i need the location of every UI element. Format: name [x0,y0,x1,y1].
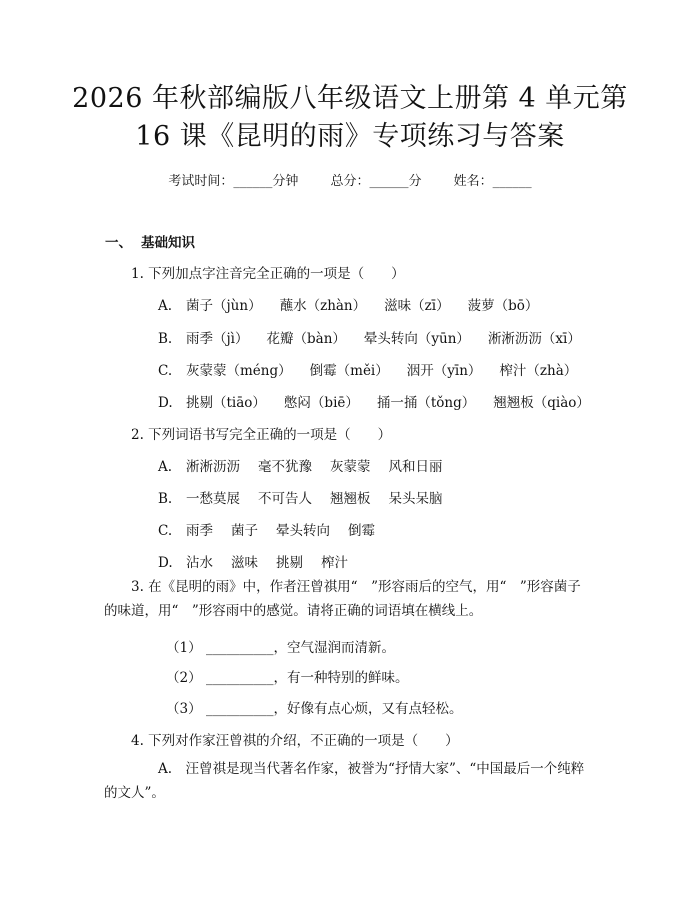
option-item: 菠萝（bō） [467,298,539,314]
option-item: 晕头转向 [276,523,330,539]
section-heading [105,231,195,251]
option-item: 挑剔（tiāo） [186,395,266,411]
blank-label: （3） [166,701,202,717]
exam-time: 考试时间：______分钟 [168,174,299,189]
blank-text: __________，有一种特别的鲜味。 [206,670,409,686]
option-item: 榨汁（zhà） [499,363,578,379]
option-item: 一愁莫展 [186,491,240,507]
option-item: 菌子 [231,523,258,539]
q4-option-a: A. 汪曾祺是现当代著名作家，被誉为“抒情大家”、“中国最后一个纯粹的文人”。 [104,761,585,801]
blank-label: （1） [166,640,202,656]
q3-blank-2 [166,666,409,686]
option-item: 捅一捅（tǒng） [376,395,476,411]
q3-blank-1 [166,636,395,656]
option-item: 晕头转向（yūn） [363,331,470,347]
option-item: 洇开（yīn） [406,363,482,379]
section-number: 一、 [105,235,132,251]
option-item: 灰蒙蒙 [330,459,371,475]
option-item: 憋闷（biē） [283,395,359,411]
question-1-stem: 1. 下列加点字注音完全正确的一项是（ ） [131,266,405,282]
exam-score: 总分：______分 [330,174,422,189]
q2-option-c [158,519,393,539]
option-item: 滋味（zī） [384,298,450,314]
q1-option-b [158,327,599,347]
option-label: A. [158,298,173,314]
document-title-line-2: 16 课《昆明的雨》专项练习与答案 [135,121,565,152]
option-item: 翘翘板（qiào） [493,395,590,411]
option-item: 毫不犹豫 [258,459,312,475]
option-label: C. [158,363,173,379]
question-4-stem: 4. 下列对作家汪曾祺的介绍，不正确的一项是（ ） [131,733,459,749]
option-item: 蘸水（zhàn） [279,298,367,314]
option-item: 翘翘板 [330,491,371,507]
option-item: 倒霉 [348,523,375,539]
option-label: B. [158,331,173,347]
q2-option-a [158,455,461,475]
q2-option-b [158,487,461,507]
blank-text: __________，空气湿润而清新。 [206,640,395,656]
question-2-stem: 2. 下列词语书写完全正确的一项是（ ） [131,427,392,443]
option-label: A. [158,459,173,475]
option-item: 花瓣（bàn） [266,331,346,347]
blank-label: （2） [166,670,202,686]
blank-text: __________，好像有点心烦，又有点轻松。 [206,701,463,717]
document-title-line-1: 2026 年秋部编版八年级语文上册第 4 单元第 [72,83,628,114]
option-label: B. [158,491,173,507]
option-item: 风和日丽 [388,459,443,475]
option-label: D. [158,555,173,571]
option-label: C. [158,523,173,539]
q1-option-d [158,391,608,411]
q1-option-c [158,359,595,379]
option-item: 灰蒙蒙（méng） [186,363,292,379]
question-3-stem: 3. 在《昆明的雨》中，作者汪曾祺用“ ”形容雨后的空气，用“ ”形容菌子的味道，用“ ”形容雨中的感觉。请将正确的词语填在横线上。 [104,579,581,619]
option-item: 不可告人 [258,491,312,507]
option-item: 沾水 [186,555,213,571]
option-item: 雨季 [186,523,213,539]
option-item: 挑剔 [276,555,303,571]
option-item: 滋味 [231,555,258,571]
option-item: 淅淅沥沥（xī） [487,331,581,347]
option-item: 榨汁 [321,555,348,571]
section-title: 基础知识 [141,235,195,251]
q1-option-a [158,294,556,314]
exam-info [0,170,700,189]
exam-name: 姓名：______ [453,174,532,189]
option-item: 倒霉（měi） [309,363,389,379]
option-item: 淅淅沥沥 [186,459,240,475]
option-item: 呆头呆脑 [388,491,443,507]
option-item: 菌子（jùn） [186,298,262,314]
option-item: 雨季（jì） [186,331,249,347]
q2-option-d [158,551,366,571]
option-label: D. [158,395,173,411]
q3-blank-3 [166,697,463,717]
